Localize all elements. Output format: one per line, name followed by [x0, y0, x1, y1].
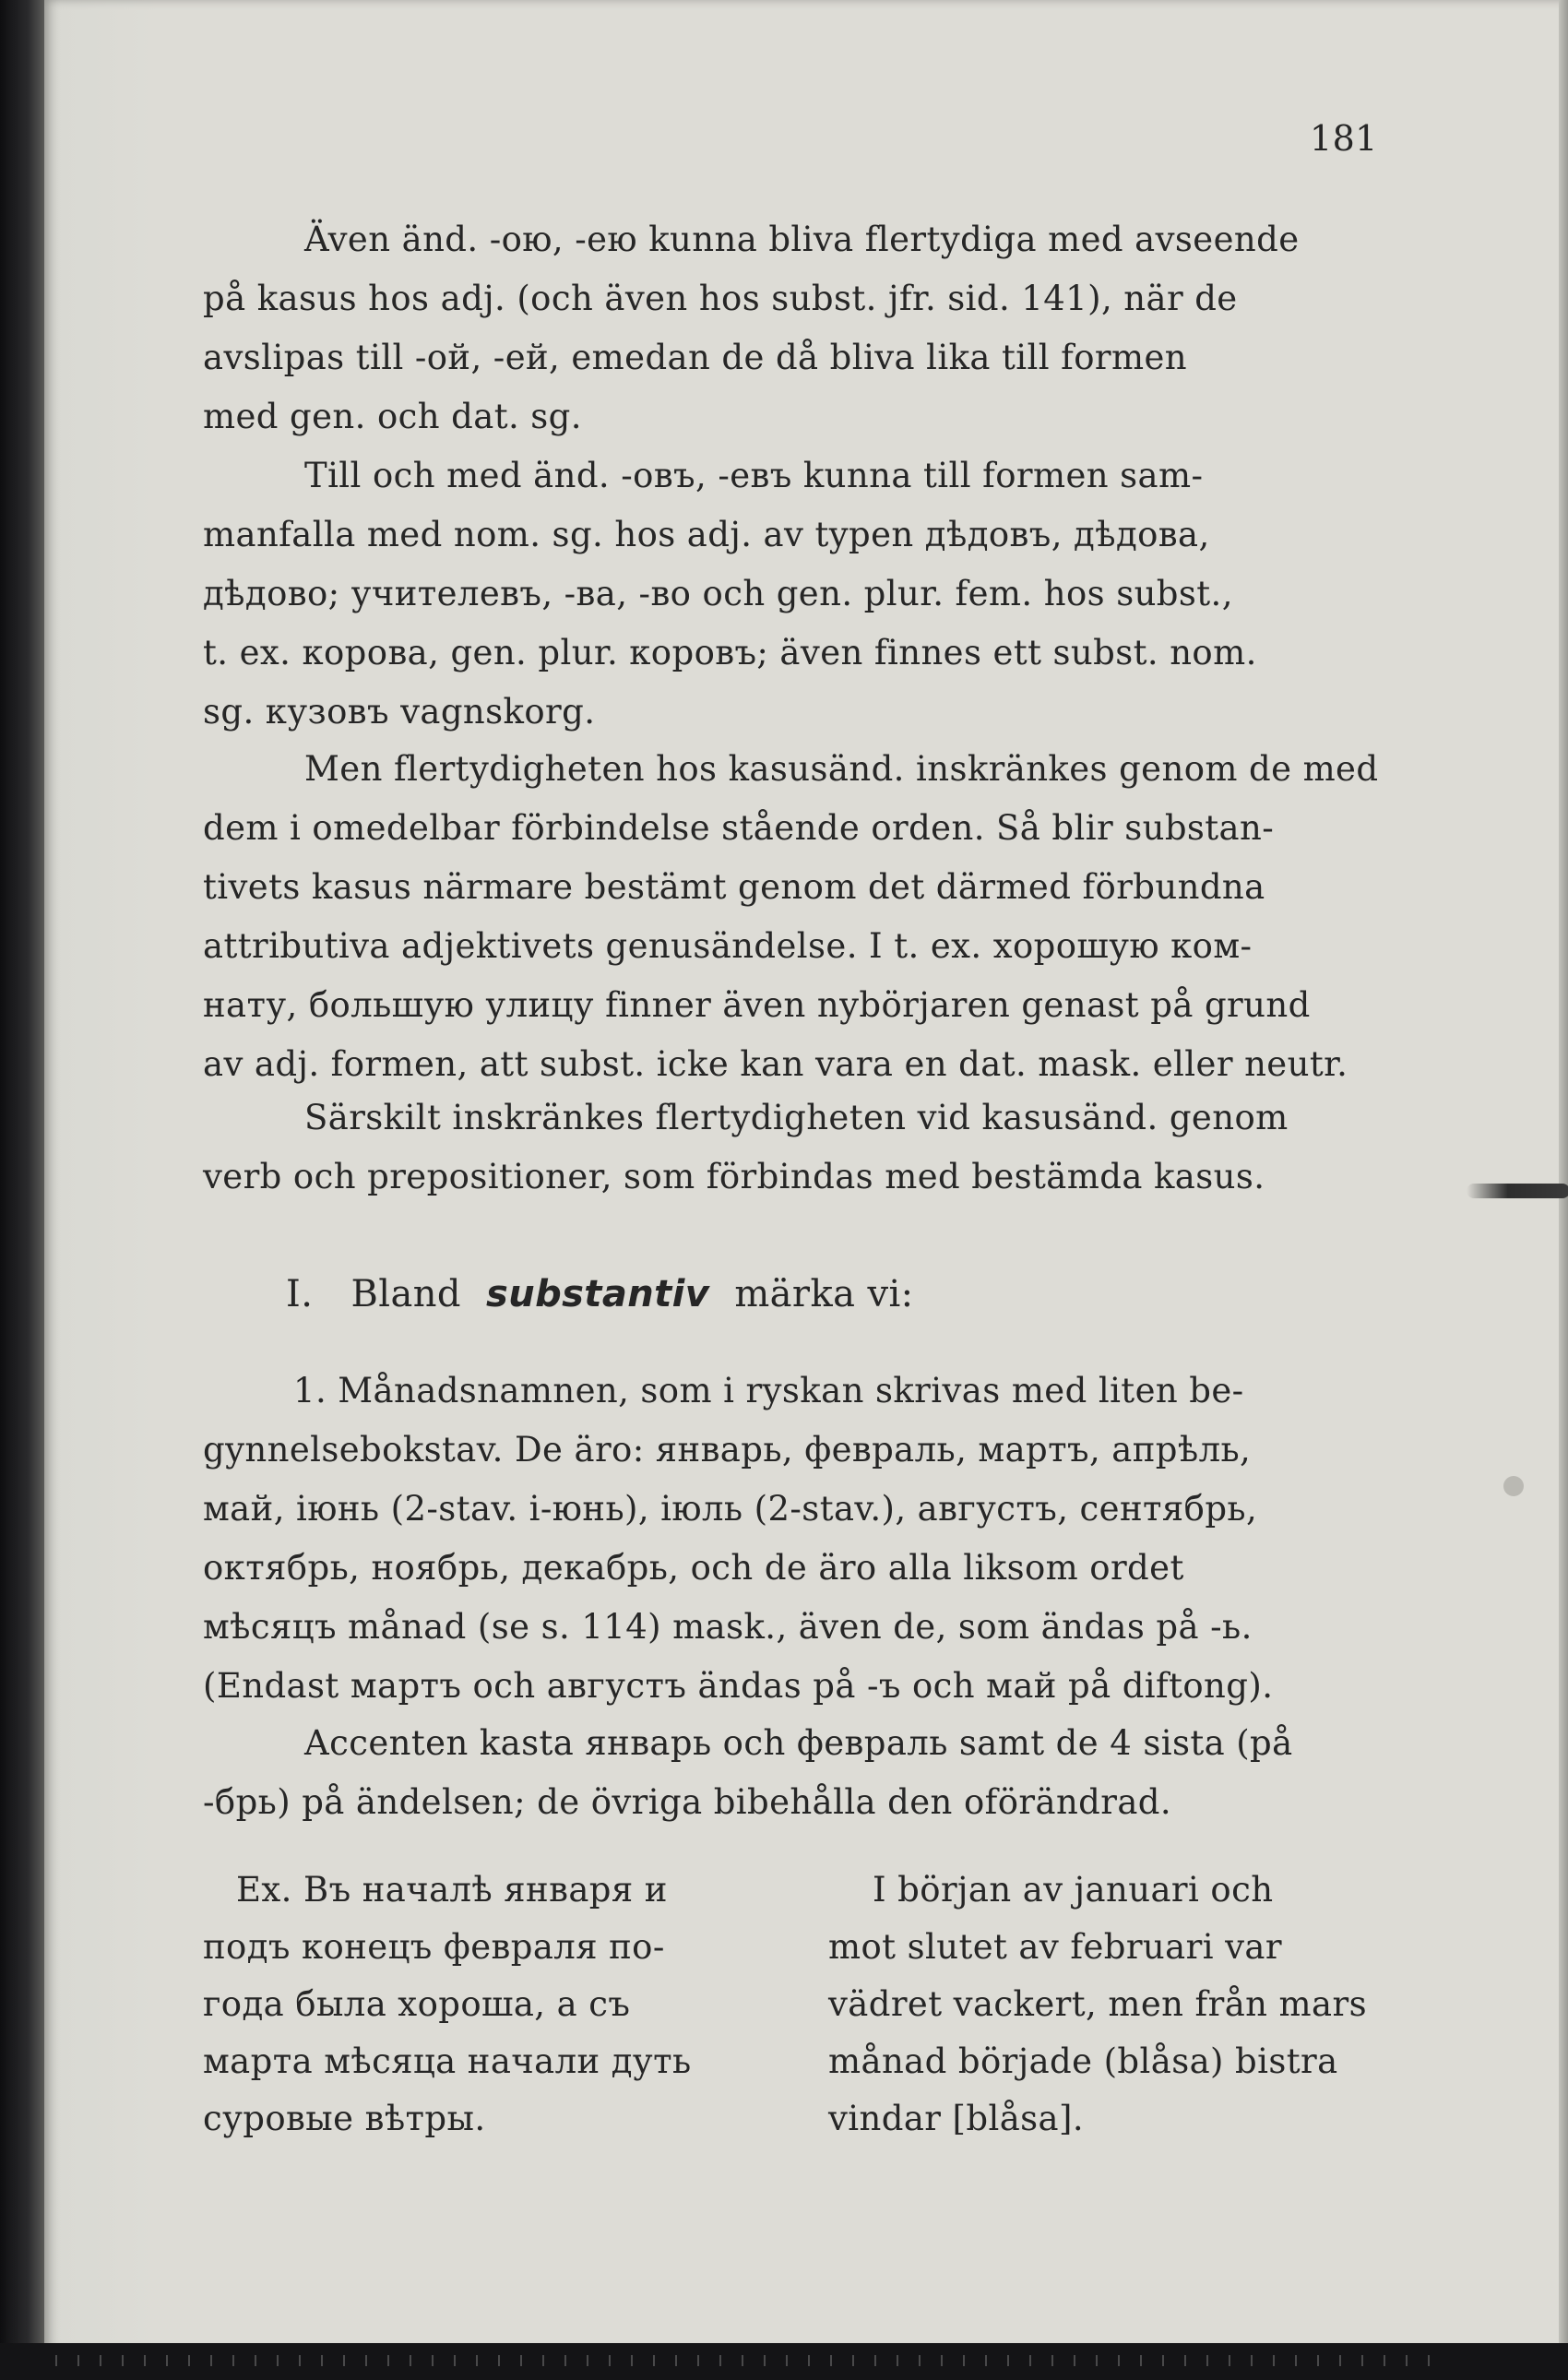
- text-line: октябрь, ноябрь, декабрь, och de äro alla liksom ordet: [203, 1548, 1184, 1588]
- text-line: tivets kasus närmare bestämt genom det därmed förbundna: [203, 867, 1265, 907]
- page-smudge: [1503, 1476, 1524, 1496]
- scan-ruler: [55, 2355, 1439, 2366]
- text-line: I början av januari och: [873, 1870, 1274, 1910]
- text-line: gynnelsebokstav. De äro: январь, февраль, мартъ, апрѣль,: [203, 1430, 1252, 1470]
- text-line: (Endast мартъ och августъ ändas på -ъ och май på diftong).: [203, 1666, 1274, 1706]
- text-line: dem i omedelbar förbindelse stående orden. Så blir substan-: [203, 808, 1275, 848]
- paragraph-3: [203, 740, 1430, 1094]
- section-numeral: I.: [286, 1273, 314, 1315]
- text-line: av adj. formen, att subst. icke kan vara en dat. mask. eller neutr.: [203, 1044, 1348, 1084]
- text-line: Särskilt inskränkes flertydigheten vid kasusänd. genom: [304, 1098, 1289, 1137]
- text-line: дѣдово; учителевъ, -ва, -во och gen. plur. fem. hos subst.,: [203, 574, 1233, 613]
- paragraph-4: [203, 1089, 1430, 1207]
- text-line: Accenten kasta январь och февраль samt de 4 sista (på: [304, 1723, 1293, 1763]
- text-line: -брь) på ändelsen; de övriga bibehålla den oförändrad.: [203, 1782, 1172, 1822]
- text-line: подъ конецъ февраля по-: [203, 1927, 665, 1967]
- text-line: мѣсяцъ månad (se s. 114) mask., även de, som ändas på -ь.: [203, 1607, 1253, 1647]
- section-word: Bland: [350, 1273, 461, 1315]
- text-line: vädret vackert, men från mars: [828, 1984, 1367, 2024]
- page-edge: [1559, 0, 1568, 2350]
- page-number: 181: [1310, 118, 1378, 159]
- paragraph-6: [203, 1714, 1430, 1832]
- text-line: attributiva adjektivets genusändelse. I t. ex. хорошую ком-: [203, 926, 1253, 966]
- section-keyword: substantiv: [485, 1273, 710, 1315]
- text-line: 1. Månadsnamnen, som i ryskan skrivas med liten be-: [293, 1371, 1244, 1410]
- text-line: månad började (blåsa) bistra: [828, 2041, 1338, 2081]
- text-line: mot slutet av februari var: [828, 1927, 1282, 1967]
- text-line: Till och med änd. -овъ, -евъ kunna till formen sam-: [304, 456, 1204, 495]
- text-line: Men flertydigheten hos kasusänd. inskränkes genom de med: [304, 749, 1379, 789]
- text-line: нату, большую улицу finner även nybörjaren genast på grund: [203, 985, 1311, 1025]
- paragraph-2: [203, 446, 1430, 742]
- text-line: Även änd. -ою, -ею kunna bliva flertydiga med avseende: [304, 220, 1300, 259]
- text-line: t. ex. корова, gen. plur. коровъ; även finnes ett subst. nom.: [203, 633, 1257, 672]
- text-line: май, iюнь (2-stav. i-юнь), iюль (2-stav.), августъ, сентябрь,: [203, 1489, 1258, 1529]
- text-line: manfalla med nom. sg. hos adj. av typen дѣдовъ, дѣдова,: [203, 515, 1210, 554]
- text-line: på kasus hos adj. (och även hos subst. jfr. sid. 141), när de: [203, 279, 1238, 318]
- text-line: sg. кузовъ vagnskorg.: [203, 692, 596, 732]
- text-line: марта мѣсяца начали дуть: [203, 2041, 692, 2081]
- text-line: vindar [blåsa].: [828, 2099, 1085, 2138]
- paragraph-5: [203, 1362, 1430, 1716]
- example-russian: [203, 1862, 775, 2148]
- text-line: med gen. och dat. sg.: [203, 397, 582, 436]
- paragraph-1: [203, 210, 1430, 446]
- text-line: avslipas till -ой, -ей, emedan de då bliva lika till formen: [203, 338, 1188, 377]
- scan-background-left: [0, 0, 44, 2350]
- text-line: года была хороша, а съ: [203, 1984, 631, 2024]
- section-word: märka vi:: [734, 1273, 914, 1315]
- text-line: суровые вѣтры.: [203, 2099, 486, 2138]
- example-swedish: [828, 1862, 1419, 2148]
- text-line: verb och prepositioner, som förbindas med bestämda kasus.: [203, 1157, 1265, 1196]
- text-line: Ex. Въ началѣ января и: [236, 1870, 668, 1910]
- section-heading: [286, 1273, 914, 1315]
- margin-mark: [1467, 1184, 1568, 1198]
